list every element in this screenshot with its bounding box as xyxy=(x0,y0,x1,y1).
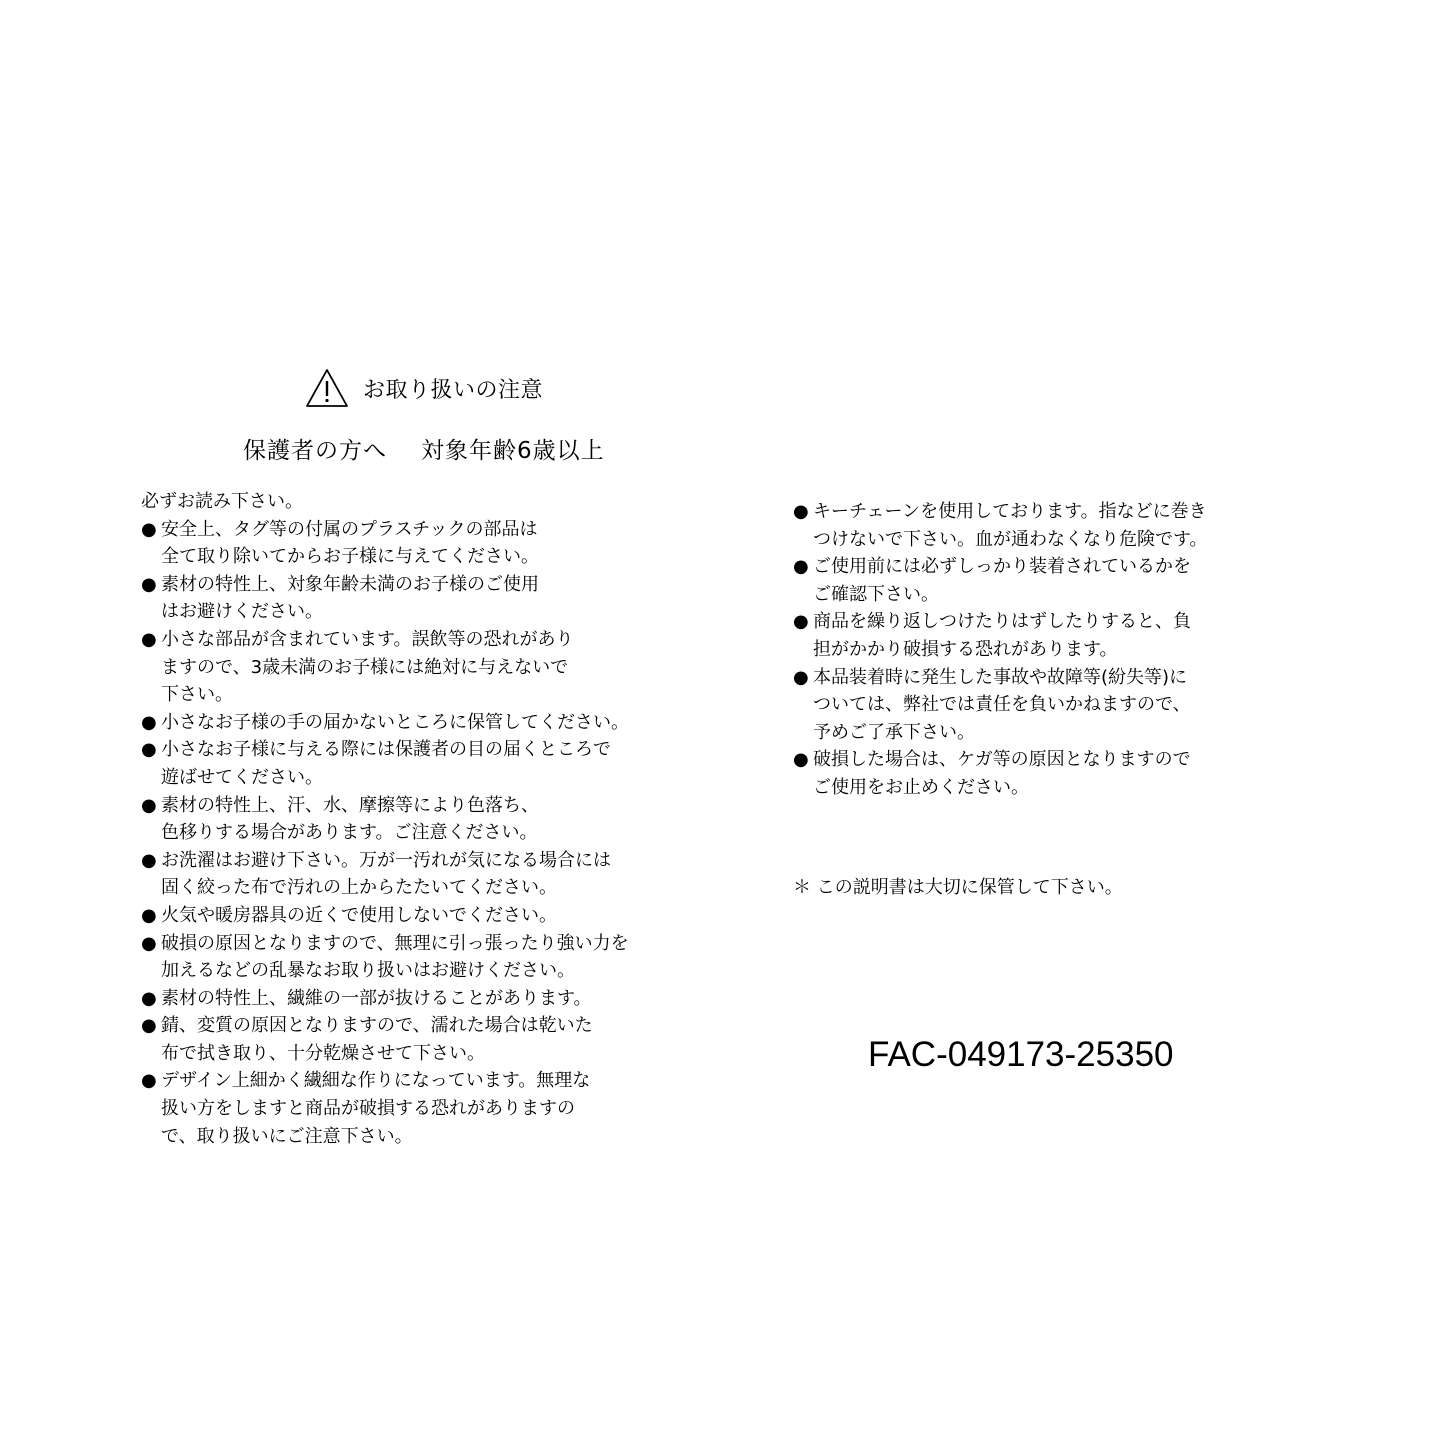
caution-item-first-line xyxy=(141,902,629,930)
bullet-dot: ● xyxy=(141,904,157,926)
bullet-dot: ● xyxy=(793,556,809,578)
caution-item xyxy=(793,608,1208,663)
caution-text-continued: 遊ばせてください。 xyxy=(161,766,323,788)
caution-text: 破損した場合は、ケガ等の原因となりますので xyxy=(813,749,1191,771)
page-title: お取り扱いの注意 xyxy=(363,377,544,403)
caution-text: 破損の原因となりますので、無理に引っ張ったり強い力を xyxy=(161,932,629,954)
caution-text-continued: はお避けください。 xyxy=(161,601,323,623)
caution-item-first-line xyxy=(141,736,629,764)
caution-item xyxy=(141,571,629,626)
bullet-dot: ● xyxy=(141,573,157,595)
intro-text: 必ずお読み下さい。 xyxy=(141,491,303,512)
caution-item-first-line xyxy=(793,553,1208,581)
subtitle xyxy=(243,432,605,465)
caution-text: 素材の特性上、繊維の一部が抜けることがあります。 xyxy=(161,987,592,1009)
bullet-dot: ● xyxy=(793,666,809,688)
caution-item-first-line xyxy=(793,664,1208,692)
caution-text-continued: 固く絞った布で汚れの上からたたいてください。 xyxy=(161,877,557,899)
title-row xyxy=(305,366,543,410)
bullet-dot: ● xyxy=(141,932,157,954)
caution-item xyxy=(141,736,629,791)
left-column xyxy=(141,488,629,1150)
warning-triangle-icon xyxy=(305,368,349,408)
caution-text-continued: 扱い方をしますと商品が破損する恐れがありますの xyxy=(161,1098,575,1120)
caution-text: デザイン上細かく繊細な作りになっています。無理な xyxy=(161,1070,591,1092)
caution-item xyxy=(141,985,629,1013)
audience-label: 保護者の方へ xyxy=(243,438,387,464)
caution-text: 錆、変質の原因となりますので、濡れた場合は乾いた xyxy=(161,1015,593,1037)
caution-text: 本品装着時に発生した事故や故障等(紛失等)に xyxy=(813,666,1188,688)
caution-item-first-line xyxy=(141,985,629,1013)
caution-text: 商品を繰り返しつけたりはずしたりすると、負 xyxy=(813,611,1191,633)
bullet-dot: ● xyxy=(141,849,157,871)
bullet-dot: ● xyxy=(141,739,157,761)
caution-text-continued: 予めご了承下さい。 xyxy=(813,721,975,743)
caution-item xyxy=(141,516,629,571)
caution-item xyxy=(141,930,629,985)
bullet-dot: ● xyxy=(141,987,157,1009)
caution-text: お洗濯はお避け下さい。万が一汚れが気になる場合には xyxy=(161,849,611,871)
caution-text-continued: ご使用をお止めください。 xyxy=(813,776,1029,798)
caution-text-continued: ご確認下さい。 xyxy=(813,583,939,605)
right-column xyxy=(793,498,1208,802)
caution-text: 素材の特性上、汗、水、摩擦等により色落ち、 xyxy=(161,794,539,816)
right-item-list xyxy=(793,498,1208,802)
bullet-dot: ● xyxy=(141,794,157,816)
caution-item xyxy=(141,1067,629,1150)
caution-item-first-line xyxy=(141,626,629,654)
caution-text-continued: つけないで下さい。血が通わなくなり危険です。 xyxy=(813,528,1208,550)
bullet-dot: ● xyxy=(793,749,809,771)
bullet-dot: ● xyxy=(141,518,157,540)
bullet-dot: ● xyxy=(793,611,809,633)
caution-item xyxy=(141,1012,629,1067)
bullet-dot: ● xyxy=(141,1070,157,1092)
bullet-dot: ● xyxy=(141,711,157,733)
caution-item xyxy=(141,902,629,930)
caution-item xyxy=(793,498,1208,553)
caution-text-continued: 色移りする場合があります。ご注意ください。 xyxy=(161,822,538,844)
caution-text: ご使用前には必ずしっかり装着されているかを xyxy=(813,556,1191,578)
caution-item-first-line xyxy=(141,792,629,820)
caution-item-first-line xyxy=(141,847,629,875)
caution-text-continued: 担がかかり破損する恐れがあります。 xyxy=(813,638,1118,660)
caution-text-continued: 全て取り除いてからお子様に与えてください。 xyxy=(161,546,539,568)
caution-item xyxy=(793,746,1208,801)
caution-text: 小さなお子様に与える際には保護者の目の届くところで xyxy=(161,739,611,761)
caution-text: 小さなお子様の手の届かないところに保管してください。 xyxy=(161,711,629,733)
caution-text-continued: 下さい。 xyxy=(161,684,233,706)
caution-item xyxy=(141,792,629,847)
caution-item-first-line xyxy=(141,1067,629,1095)
caution-text: 火気や暖房器具の近くで使用しないでください。 xyxy=(161,904,557,926)
caution-item xyxy=(141,626,629,709)
caution-text-continued: ついては、弊社では責任を負いかねますので、 xyxy=(813,694,1191,716)
caution-item-first-line xyxy=(141,571,629,599)
caution-text-continued: ますので、3歳未満のお子様には絶対に与えないで xyxy=(161,656,569,678)
storage-note: ＊ この説明書は大切に保管して下さい。 xyxy=(793,877,1123,898)
left-item-list xyxy=(141,516,629,1151)
caution-item xyxy=(793,553,1208,608)
caution-text: 安全上、タグ等の付属のプラスチックの部品は xyxy=(161,518,538,540)
age-label: 対象年齢6歳以上 xyxy=(421,438,605,464)
caution-text: 小さな部品が含まれています。誤飲等の恐れがあり xyxy=(161,628,574,650)
caution-text-continued: で、取り扱いにご注意下さい。 xyxy=(161,1125,413,1147)
caution-item-first-line xyxy=(141,709,629,737)
caution-item xyxy=(141,847,629,902)
caution-item-first-line xyxy=(141,516,629,544)
bullet-dot: ● xyxy=(141,1015,157,1037)
product-code: FAC-049173-25350 xyxy=(868,1035,1174,1074)
caution-item xyxy=(793,664,1208,747)
caution-text-continued: 加えるなどの乱暴なお取り扱いはお避けください。 xyxy=(161,960,575,982)
caution-text-continued: 布で拭き取り、十分乾燥させて下さい。 xyxy=(161,1042,485,1064)
bullet-dot: ● xyxy=(793,501,809,522)
bullet-dot: ● xyxy=(141,628,157,650)
caution-item-first-line xyxy=(793,746,1208,774)
caution-item-first-line xyxy=(141,1012,629,1040)
caution-text: キーチェーンを使用しております。指などに巻き xyxy=(813,501,1207,522)
caution-item xyxy=(141,709,629,737)
caution-text: 素材の特性上、対象年齢未満のお子様のご使用 xyxy=(161,573,539,595)
caution-item-first-line xyxy=(793,608,1208,636)
caution-item-first-line xyxy=(141,930,629,958)
caution-item-first-line xyxy=(793,498,1208,526)
